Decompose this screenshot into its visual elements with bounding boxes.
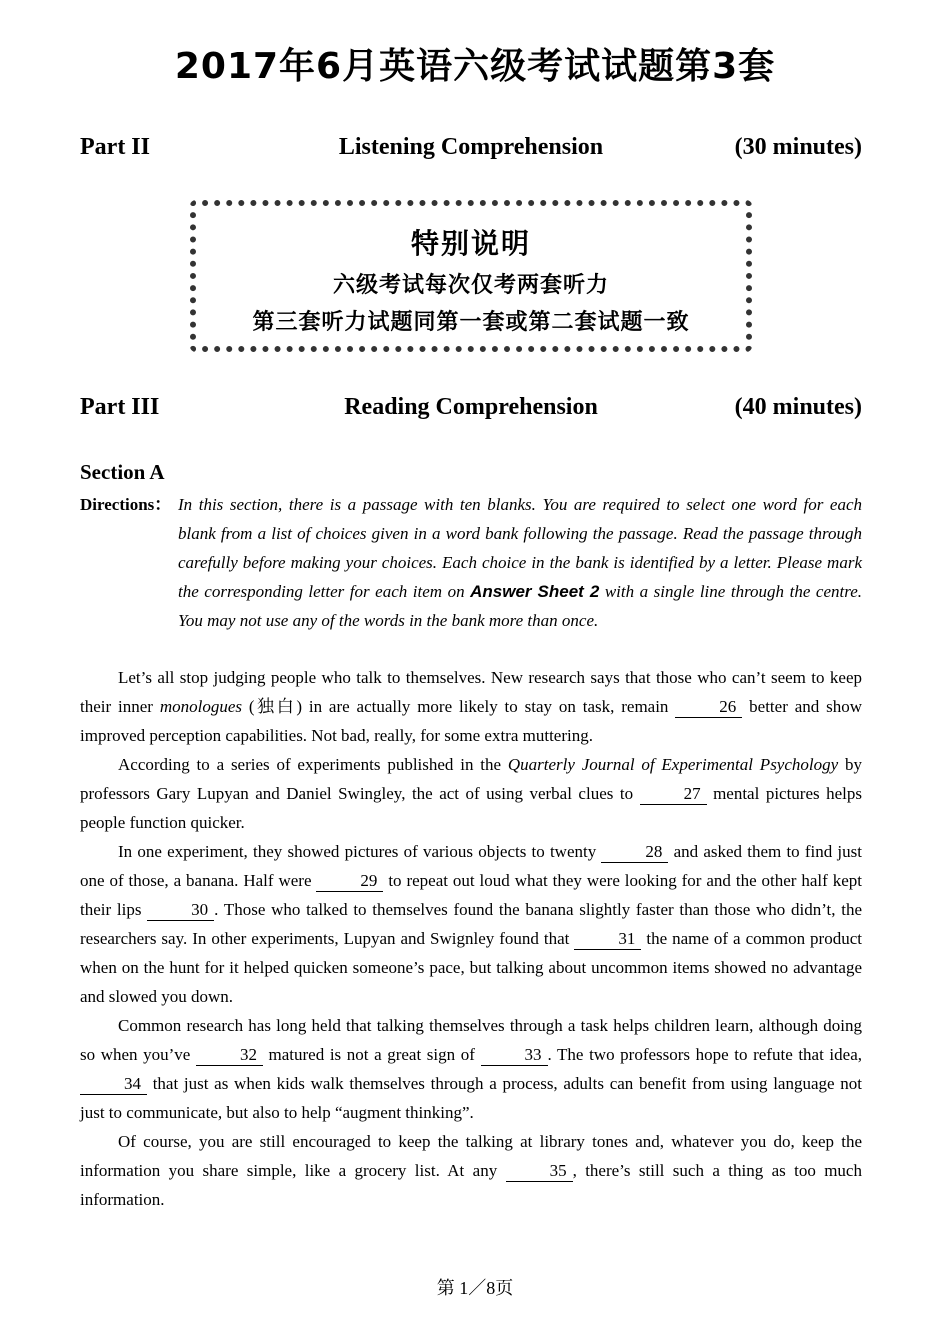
page-title: 2017年6月英语六级考试试题第3套 xyxy=(174,46,776,87)
notice-line-1: 六级考试每次仅考两套听力 xyxy=(332,273,609,298)
part-3-label: Part III xyxy=(80,394,160,420)
part-3-name: Reading Comprehension xyxy=(344,394,598,420)
part-2-label: Part II xyxy=(80,134,150,160)
passage-text: that just as when kids walk themselves through a process, adults can benefit from using language not just to communicate, but also to help “augment thinking”. xyxy=(80,1074,862,1122)
passage-text: better and show improved perception capabilities. Not bad, really, for some extra muttering. xyxy=(80,697,863,745)
paragraph-1 xyxy=(80,663,862,750)
blank-31: 31 xyxy=(574,929,641,950)
section-a-heading: Section A xyxy=(80,460,165,484)
paragraph-2 xyxy=(80,750,862,837)
part-2-header xyxy=(80,134,862,166)
blank-27: 27 xyxy=(640,784,707,805)
part-2-time: (30 minutes) xyxy=(734,134,862,160)
blank-29: 29 xyxy=(316,871,383,892)
passage-text: Of course, you are still encouraged to keep the talking at library tones and, whatever you do, keep the information you share simple, like a grocery list. At any xyxy=(80,1132,862,1180)
passage-italic-word: monologues xyxy=(159,697,242,716)
blank-33: 33 xyxy=(481,1045,548,1066)
passage-text: In one experiment, they showed pictures of various objects to twenty xyxy=(118,842,602,861)
passage-text: mental pictures helps people function quicker. xyxy=(80,784,862,832)
paragraph-5 xyxy=(80,1127,862,1214)
notice-title: 特别说明 xyxy=(410,227,531,260)
directions xyxy=(80,490,862,635)
passage-text: Common research has long held that talking themselves through a task helps children learn, although doing so when you’ve xyxy=(80,1016,862,1064)
blank-35: 35 xyxy=(506,1161,573,1182)
part-3-time: (40 minutes) xyxy=(734,394,862,420)
notice-line-2: 第三套听力试题同第一套或第二套试题一致 xyxy=(252,310,690,335)
blank-32: 32 xyxy=(196,1045,263,1066)
reading-passage xyxy=(80,663,862,1214)
passage-text: and asked them to find just one of those, a banana. Half were xyxy=(80,842,862,890)
passage-text: the name of a common product when on the hunt for it helped quicken someone’s pace, but talking about uncommon items showed no advantage and slowed you down. xyxy=(80,929,862,1006)
part-2-name: Listening Comprehension xyxy=(338,134,604,160)
directions-text xyxy=(178,490,862,635)
blank-30: 30 xyxy=(147,900,214,921)
passage-text: (独白) in are actually more likely to stay on task, remain xyxy=(241,697,676,716)
directions-label: Directions： xyxy=(80,495,172,514)
directions-text-part: In this section, there is a passage with ten blanks. You are required to select one word for each blank from a list of choices given in a word bank following the passage. Read the passage through carefully before making your choices. Each choice in the bank is identified by a letter. Please mark the corresponding letter for each item on xyxy=(178,495,862,601)
passage-text: matured is not a great sign of xyxy=(262,1045,481,1064)
passage-text: . Those who talked to themselves found the banana slightly faster than those who didn’t, the researchers say. In other experiments, Lupyan and Swignley found that xyxy=(80,900,863,948)
passage-text: to repeat out loud what they were looking for and the other half kept their lips xyxy=(80,871,862,919)
blank-34: 34 xyxy=(80,1074,147,1095)
blank-26: 26 xyxy=(675,697,742,718)
paragraph-4 xyxy=(80,1011,862,1127)
passage-text: According to a series of experiments published in the xyxy=(118,755,508,774)
page-number: 第 1／8页 xyxy=(436,1278,514,1298)
blank-28: 28 xyxy=(601,842,668,863)
paragraph-3 xyxy=(80,837,862,1011)
special-notice-box xyxy=(190,200,752,352)
passage-text: , there’s still such a thing as too much information. xyxy=(80,1161,862,1209)
passage-text: . The two professors hope to refute that idea, xyxy=(547,1045,862,1064)
answer-sheet-ref: Answer Sheet 2 xyxy=(470,582,600,601)
journal-name: Quarterly Journal of Experimental Psychology xyxy=(507,755,839,774)
passage-text: Let’s all stop judging people who talk to themselves. New research says that those who can’t seem to keep their inner xyxy=(80,668,862,716)
directions-text-part: with a single line through the centre. You may not use any of the words in the bank more than once. xyxy=(178,582,862,630)
part-3-header xyxy=(80,394,862,426)
passage-text: by professors Gary Lupyan and Daniel Swingley, the act of using verbal clues to xyxy=(80,755,862,803)
